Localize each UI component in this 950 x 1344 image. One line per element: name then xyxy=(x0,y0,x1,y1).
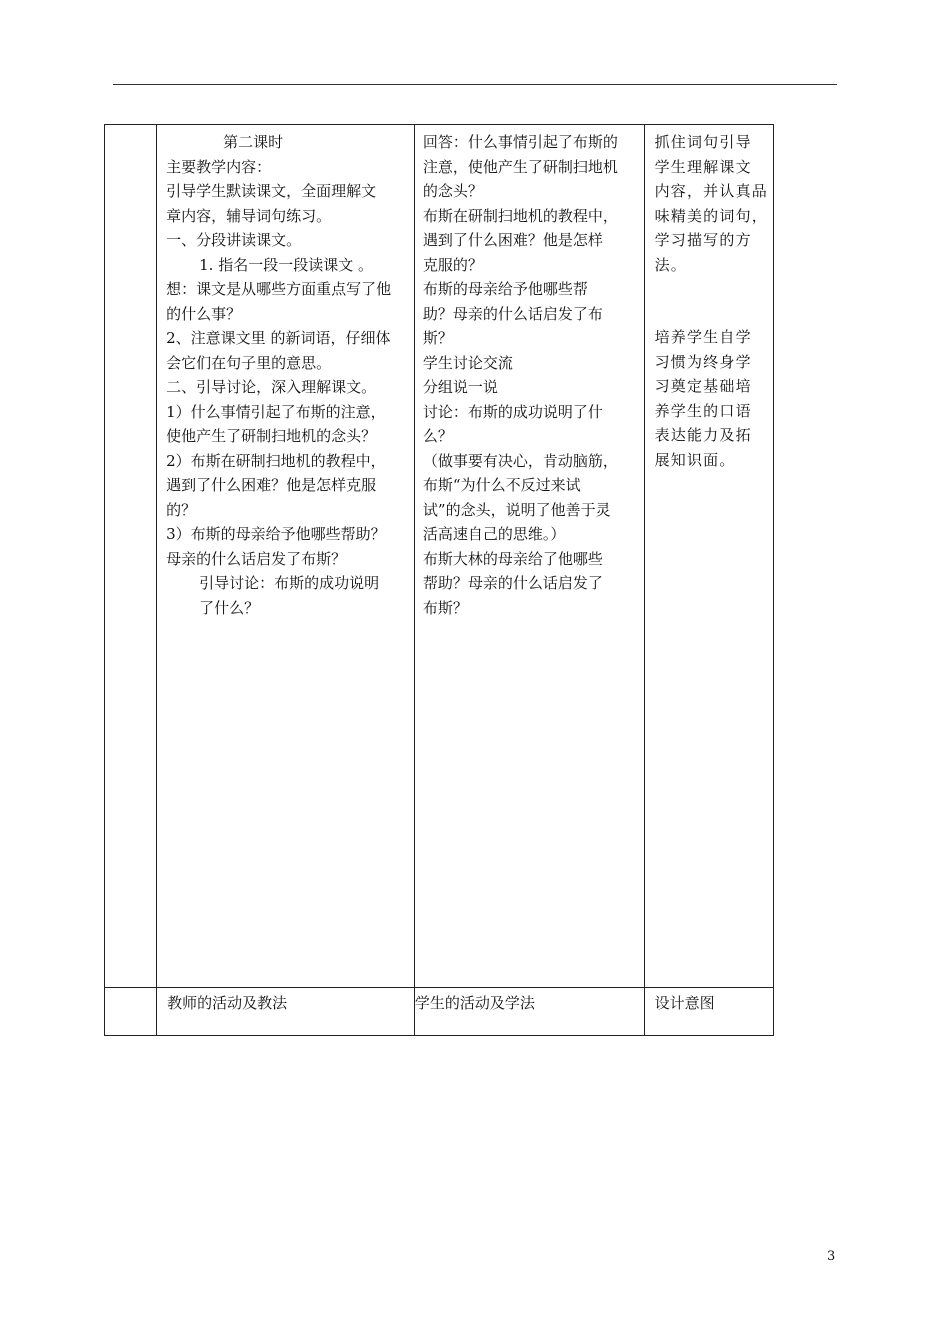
teacher-column-label: 教师的活动及教法 xyxy=(167,994,288,1012)
design-line: 抓住词句引导 xyxy=(654,133,752,151)
design-line: 学生理解课文 xyxy=(654,157,752,176)
student-line: 遇到了什么困难？他是怎样 xyxy=(422,231,603,249)
teacher-line: 二、引导讨论，深入理解课文。 xyxy=(166,378,377,396)
design-line: 习奠定基础培 xyxy=(654,377,752,395)
design-intent-text xyxy=(645,125,773,472)
content-row xyxy=(105,125,774,988)
student-column-label-cell xyxy=(414,988,644,1036)
teacher-line: 引导学生默读课文，全面理解文 xyxy=(166,182,377,200)
teacher-line: 的什么事？ xyxy=(166,304,242,323)
teacher-line: 一、分段讲读课文。 xyxy=(166,231,302,249)
student-line: 助？母亲的什么话启发了布 xyxy=(422,304,603,323)
student-line: 么？ xyxy=(422,427,453,445)
student-line: 讨论：布斯的成功说明了什 xyxy=(422,402,603,421)
teacher-column-label-cell xyxy=(157,988,415,1036)
student-line: 活高速自己的思维。） xyxy=(422,525,566,543)
teacher-line: 想：课文是从哪些方面重点写了他 xyxy=(166,280,392,298)
teacher-line: 的？ xyxy=(166,500,197,519)
student-line: 布斯在研制扫地机的教程中， xyxy=(422,206,618,225)
teacher-line: 母亲的什么话启发了布斯？ xyxy=(166,549,347,568)
teacher-line: 使他产生了研制扫地机的念头？ xyxy=(166,427,377,445)
design-line: 培养学生自学 xyxy=(654,328,752,346)
student-line: 布斯“为什么不反过来试 xyxy=(422,476,581,494)
teacher-line: 了什么？ xyxy=(199,598,260,617)
column-label-row xyxy=(105,988,774,1036)
teacher-line: 引导讨论：布斯的成功说明 xyxy=(199,574,380,592)
design-intent-cell xyxy=(644,125,773,988)
teacher-line: 3）布斯的母亲给予他哪些帮助？ xyxy=(166,525,386,543)
student-column-label: 学生的活动及学法 xyxy=(414,994,535,1012)
teacher-line: 1. 指名一段一段读课文 。 xyxy=(199,255,373,274)
design-column-label-cell xyxy=(644,988,773,1036)
student-line: 注意，使他产生了研制扫地机 xyxy=(422,157,618,176)
student-line: （做事要有决心，肯动脑筋， xyxy=(422,451,618,470)
student-line: 布斯？ xyxy=(422,598,468,617)
student-line: 的念头？ xyxy=(422,182,483,200)
design-line: 养学生的口语 xyxy=(654,401,752,420)
teacher-line: 主要教学内容： xyxy=(166,157,272,176)
design-line: 法。 xyxy=(654,255,687,274)
teacher-line: 遇到了什么困难？他是怎样克服 xyxy=(166,476,377,494)
page-number: 3 xyxy=(827,1249,836,1264)
student-line: 回答：什么事情引起了布斯的 xyxy=(422,133,618,151)
student-line: 斯？ xyxy=(422,329,453,347)
empty-left-cell xyxy=(105,988,157,1036)
student-line: 布斯的母亲给予他哪些帮 xyxy=(422,280,588,298)
teacher-line: 章内容，辅导词句练习。 xyxy=(166,206,332,225)
student-activity-text xyxy=(415,125,644,620)
teacher-activity-text xyxy=(157,125,414,620)
design-line: 习惯为终身学 xyxy=(654,352,752,371)
spacer xyxy=(655,277,767,325)
teacher-activity-cell xyxy=(157,125,415,988)
student-line: 克服的？ xyxy=(422,255,483,274)
student-line: 分组说一说 xyxy=(422,378,498,396)
design-column-label: 设计意图 xyxy=(654,994,715,1012)
student-line: 帮助？母亲的什么话启发了 xyxy=(422,574,603,592)
student-line: 学生讨论交流 xyxy=(422,353,513,372)
design-line: 内容，并认真品 xyxy=(654,182,768,200)
design-line: 味精美的词句， xyxy=(654,206,768,225)
lesson-plan-table xyxy=(104,124,774,1036)
design-line: 学习描写的方 xyxy=(654,231,752,249)
design-line: 展知识面。 xyxy=(654,450,736,469)
design-line: 表达能力及拓 xyxy=(654,426,752,444)
student-activity-cell xyxy=(414,125,644,988)
teacher-line: 2、注意课文里 的新词语，仔细体 xyxy=(166,329,391,347)
empty-left-cell xyxy=(105,125,157,988)
lesson-title: 第二课时 xyxy=(223,133,284,151)
student-line: 试”的念头，说明了他善于灵 xyxy=(422,500,611,519)
header-rule xyxy=(113,84,837,85)
teacher-line: 1）什么事情引起了布斯的注意， xyxy=(166,402,386,421)
teacher-line: 2）布斯在研制扫地机的教程中， xyxy=(166,451,386,470)
teacher-line: 会它们在句子里的意思。 xyxy=(166,353,332,372)
student-line: 布斯大林的母亲给了他哪些 xyxy=(422,549,603,568)
